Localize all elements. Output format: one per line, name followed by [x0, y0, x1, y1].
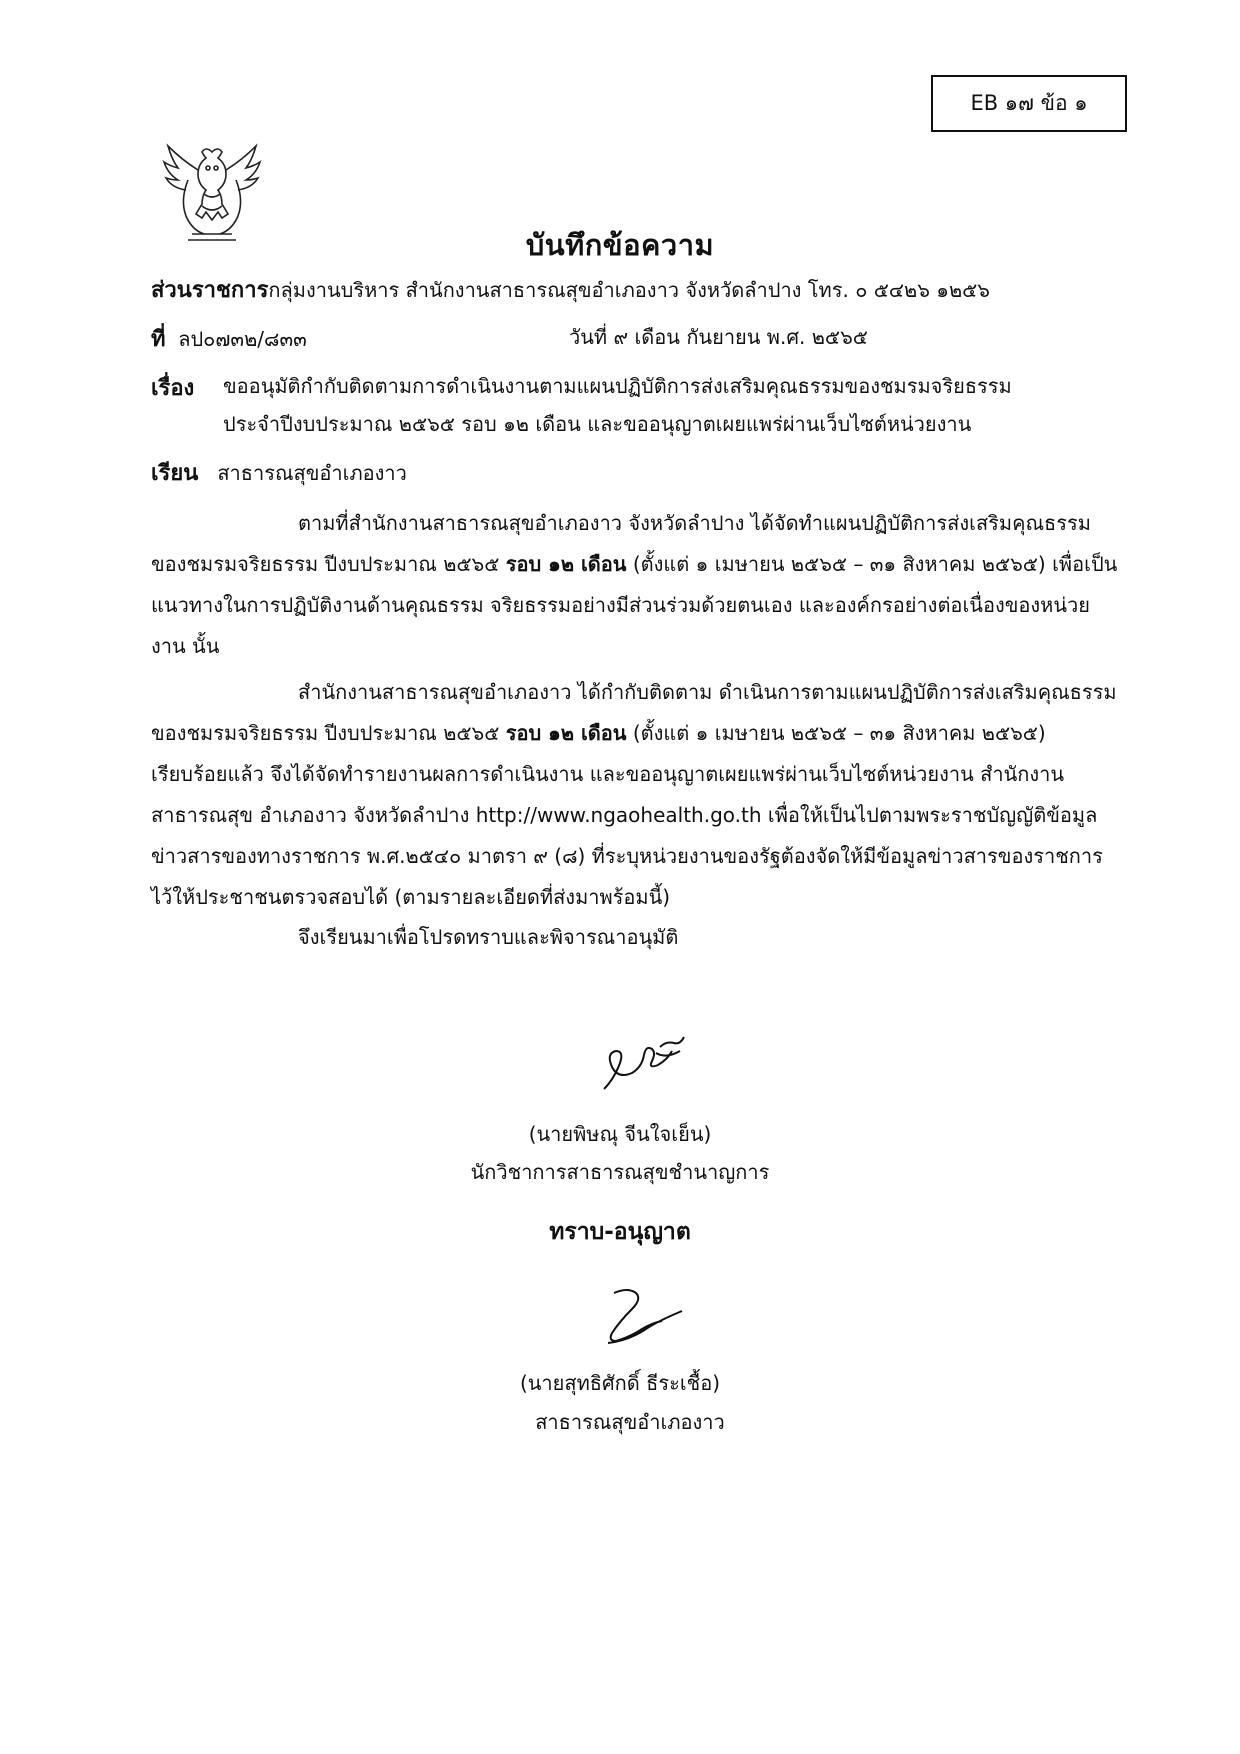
subject-line-1: ขออนุมัติกำกับติดตามการดำเนินงานตามแผนปฏิบัติการส่งเสริมคุณธรรมของชมรมจริยธรรม	[223, 374, 1012, 398]
reference-text: EB ๑๗ ข้อ ๑	[970, 91, 1088, 115]
subject-label-line	[151, 370, 194, 405]
paragraph-1	[151, 503, 1123, 667]
signer-2-position: สาธารณสุขอำเภองาว	[535, 1410, 725, 1434]
approval-text: ทราบ-อนุญาต	[549, 1219, 691, 1245]
doc-number-line	[151, 321, 307, 356]
to-label: เรียน	[151, 461, 199, 486]
agency-line	[151, 272, 990, 307]
paragraph-2-text-b: (ตั้งแต่ ๑ เมษายน ๒๕๖๕ – ๓๑ สิงหาคม ๒๕๖๕) เรียบร้อยแล้ว จึงได้จัดทำรายงานผลการดำเนินงาน และขออนุญาตเผยแพร่ผ่านเว็บไซต์หน่วยงาน สำนักงานสาธารณสุข อำเภองาว จังหวัดลำปาง http://www.ngaohealth.go.th เพื่อให้เป็นไปตามพระราชบัญญัติข้อมูลข่าวสารของทางราชการ พ.ศ.๒๕๔๐ มาตรา ๙ (๘) ที่ระบุหน่วยงานของรัฐต้องจัดให้มีข้อมูลข่าวสารของราชการไว้ให้ประชาชนตรวจสอบได้ (ตามรายละเอียดที่ส่งมาพร้อมนี้)	[151, 721, 1103, 909]
paragraph-1-bold: รอบ ๑๒ เดือน	[505, 552, 627, 576]
paragraph-2-bold: รอบ ๑๒ เดือน	[505, 721, 627, 745]
paragraph-2	[151, 672, 1123, 918]
closing-line: จึงเรียนมาเพื่อโปรดทราบและพิจารณาอนุมัติ	[298, 925, 679, 949]
doc-number-label: ที่	[151, 327, 166, 352]
reference-box	[931, 75, 1127, 132]
signature-1	[598, 1033, 694, 1095]
subject-line-2: ประจำปีงบประมาณ ๒๕๖๕ รอบ ๑๒ เดือน และขออนุญาตเผยแพร่ผ่านเว็บไซต์หน่วยงาน	[223, 412, 972, 436]
signer-1-name: (นายพิษณุ จีนใจเย็น)	[528, 1122, 712, 1146]
to-line	[151, 455, 407, 490]
signer-2-name: (นายสุทธิศักดิ์ ธีระเชื้อ)	[519, 1371, 721, 1395]
doc-number-value: ลป๐๗๓๒/๘๓๓	[178, 327, 307, 351]
paragraph-1-text-a: ตามที่สำนักงานสาธารณสุขอำเภองาว จังหวัดลำปาง ได้จัดทำแผนปฏิบัติการส่งเสริมคุณธรรมของชมรมจริยธรรม ปีงบประมาณ ๒๕๖๕	[151, 511, 1091, 576]
signer-1-position: นักวิชาการสาธารณสุขชำนาญการ	[470, 1160, 770, 1184]
paragraph-1-text-b: (ตั้งแต่ ๑ เมษายน ๒๕๖๕ – ๓๑ สิงหาคม ๒๕๖๕) เพื่อเป็นแนวทางในการปฏิบัติงานด้านคุณธรรม จริยธรรมอย่างมีส่วนร่วมด้วยตนเอง และองค์กรอย่างต่อเนื่องของหน่วยงาน นั้น	[151, 552, 1118, 658]
to-value: สาธารณสุขอำเภองาว	[217, 461, 407, 485]
subject-label: เรื่อง	[151, 376, 195, 401]
signature-2	[600, 1283, 690, 1349]
agency-label: ส่วนราชการ	[151, 278, 269, 303]
agency-value: กลุ่มงานบริหาร สำนักงานสาธารณสุขอำเภองาว จังหวัดลำปาง โทร. ๐ ๕๔๒๖ ๑๒๕๖	[268, 278, 990, 302]
paragraph-2-text-a: สำนักงานสาธารณสุขอำเภองาว ได้กำกับติดตาม ดำเนินการตามแผนปฏิบัติการส่งเสริมคุณธรรมของชมรมจริยธรรม ปีงบประมาณ ๒๕๖๕	[151, 680, 1117, 745]
document-title: บันทึกข้อความ	[525, 228, 715, 262]
date-line	[569, 321, 868, 353]
date-value: วันที่ ๙ เดือน กันยายน พ.ศ. ๒๕๖๕	[569, 325, 868, 349]
